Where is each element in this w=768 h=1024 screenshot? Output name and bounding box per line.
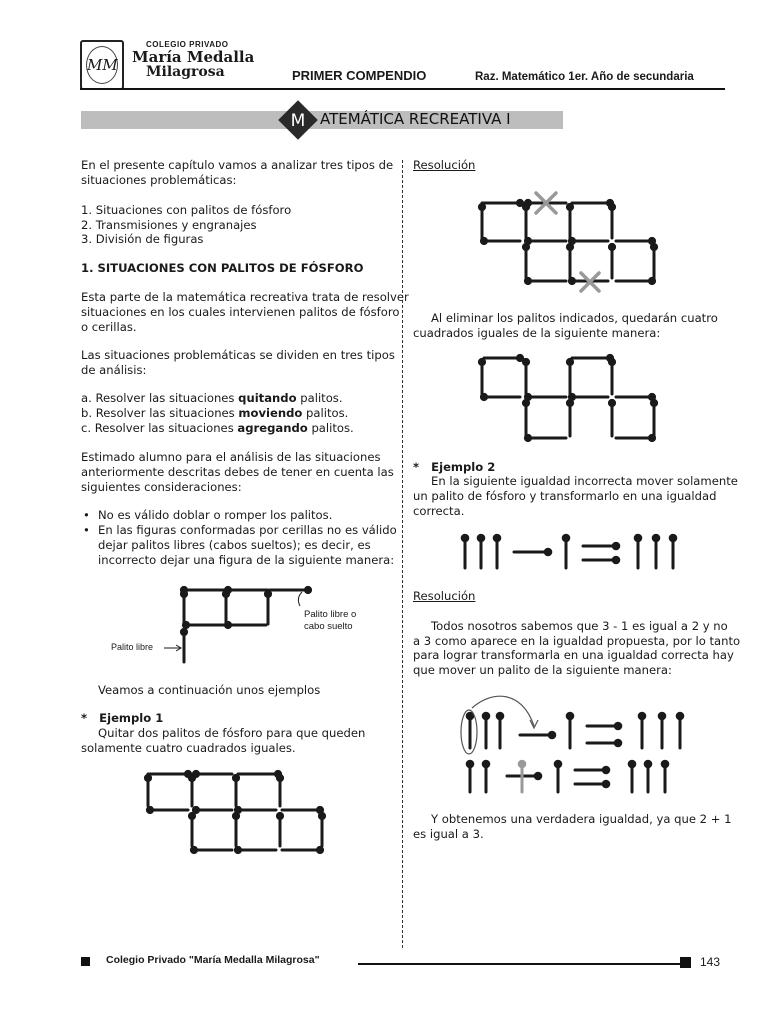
resolution-heading: Resolución [413,158,476,172]
paragraph-line: Estimado alumno para el análisis de las situaciones [81,450,381,464]
final-line: Y obtenemos una verdadera igualdad, ya que 2 + 1 [431,812,732,826]
header-subject: Raz. Matemático 1er. Año de secundaria [475,71,694,83]
paragraph-line: siguientes consideraciones: [81,480,242,494]
resolution-heading: Resolución [413,589,476,603]
example-2-line: correcta. [413,504,465,518]
resolution-2-line: para lograr transformarla en una igualdad correcta hay [413,648,734,662]
paragraph-line: Esta parte de la matemática recreativa trata de resolver [81,290,409,304]
resolution-2-line: a 3 como aparece en la igualdad propuesta, por lo tanto [413,634,741,648]
paragraph-line: de análisis: [81,363,147,377]
bullet-line: En las figuras conformadas por cerillas no es válido [98,523,397,537]
logo-name-line-2: Milagrosa [146,64,225,80]
section-title: 1. SITUACIONES CON PALITOS DE FÓSFORO [81,261,364,275]
intro-line-1: En el presente capítulo vamos a analizar tres tipos de [81,158,394,172]
footer-school: Colegio Privado "María Medalla Milagrosa" [106,954,320,966]
resolution-1-line: Al eliminar los palitos indicados, quedarán cuatro [431,311,718,325]
header-compendio: PRIMER COMPENDIO [292,68,427,83]
analysis-item-c: c. Resolver las situaciones agregando palitos. [81,421,354,435]
figure-label: Palito libre o [304,609,357,620]
page-number: 143 [700,955,721,969]
resolution-2-line: Todos nosotros sabemos que 3 - 1 es igual a 2 y no [431,619,728,633]
banner-letter: M [290,111,306,131]
move-arrow-icon [472,696,534,726]
list-item: 2. Transmisiones y engranajes [81,218,257,232]
analysis-item-a: a. Resolver las situaciones quitando palitos. [81,391,343,405]
example-2-line: En la siguiente igualdad incorrecta mover solamente [431,474,738,488]
example-2-title: * Ejemplo 2 [413,460,496,474]
chapter-title: ATEMÁTICA RECREATIVA I [320,110,511,128]
intro-line-2: situaciones problemáticas: [81,173,237,187]
resolution-2-line: que mover un palito de la siguiente manera: [413,663,672,677]
bullet-line: incorrecto dejar una figura de la siguiente manera: [98,553,395,567]
paragraph-line: o cerillas. [81,320,137,334]
footer-square-icon [81,957,90,966]
logo-small-text: COLEGIO PRIVADO [146,40,229,49]
examples-intro: Veamos a continuación unos ejemplos [98,683,321,697]
bullet-icon: • [83,523,90,537]
bullet-line: dejar palitos libres (cabos sueltos); es decir, es [98,538,371,552]
figure-label: Palito libre [111,642,154,652]
list-item: 3. División de figuras [81,232,204,246]
example-1-title: * Ejemplo 1 [81,711,164,725]
figure-label: cabo suelto [304,621,353,632]
analysis-item-b: b. Resolver las situaciones moviendo palitos. [81,406,349,420]
paragraph-line: situaciones en los cuales intervienen palitos de fósforo [81,305,400,319]
paragraph-line: anteriormente descritas debes de tener en cuenta las [81,465,394,479]
resolution-1-line: cuadrados iguales de la siguiente manera: [413,326,661,340]
footer-square-icon [680,957,691,968]
logo-name-line-1: María Medalla [132,48,255,66]
example-1-line: solamente cuatro cuadrados iguales. [81,741,296,755]
final-line: es igual a 3. [413,827,484,841]
bullet-icon: • [83,508,90,522]
paragraph-line: Las situaciones problemáticas se dividen en tres tipos [81,348,395,362]
example-1-line: Quitar dos palitos de fósforo para que queden [98,726,366,740]
footer-rule [358,963,683,965]
logo-monogram: MM [86,46,118,84]
example-2-line: un palito de fósforo y transformarlo en una igualdad [413,489,717,503]
list-item: 1. Situaciones con palitos de fósforo [81,203,292,217]
bullet-line: No es válido doblar o romper los palitos. [98,508,333,522]
